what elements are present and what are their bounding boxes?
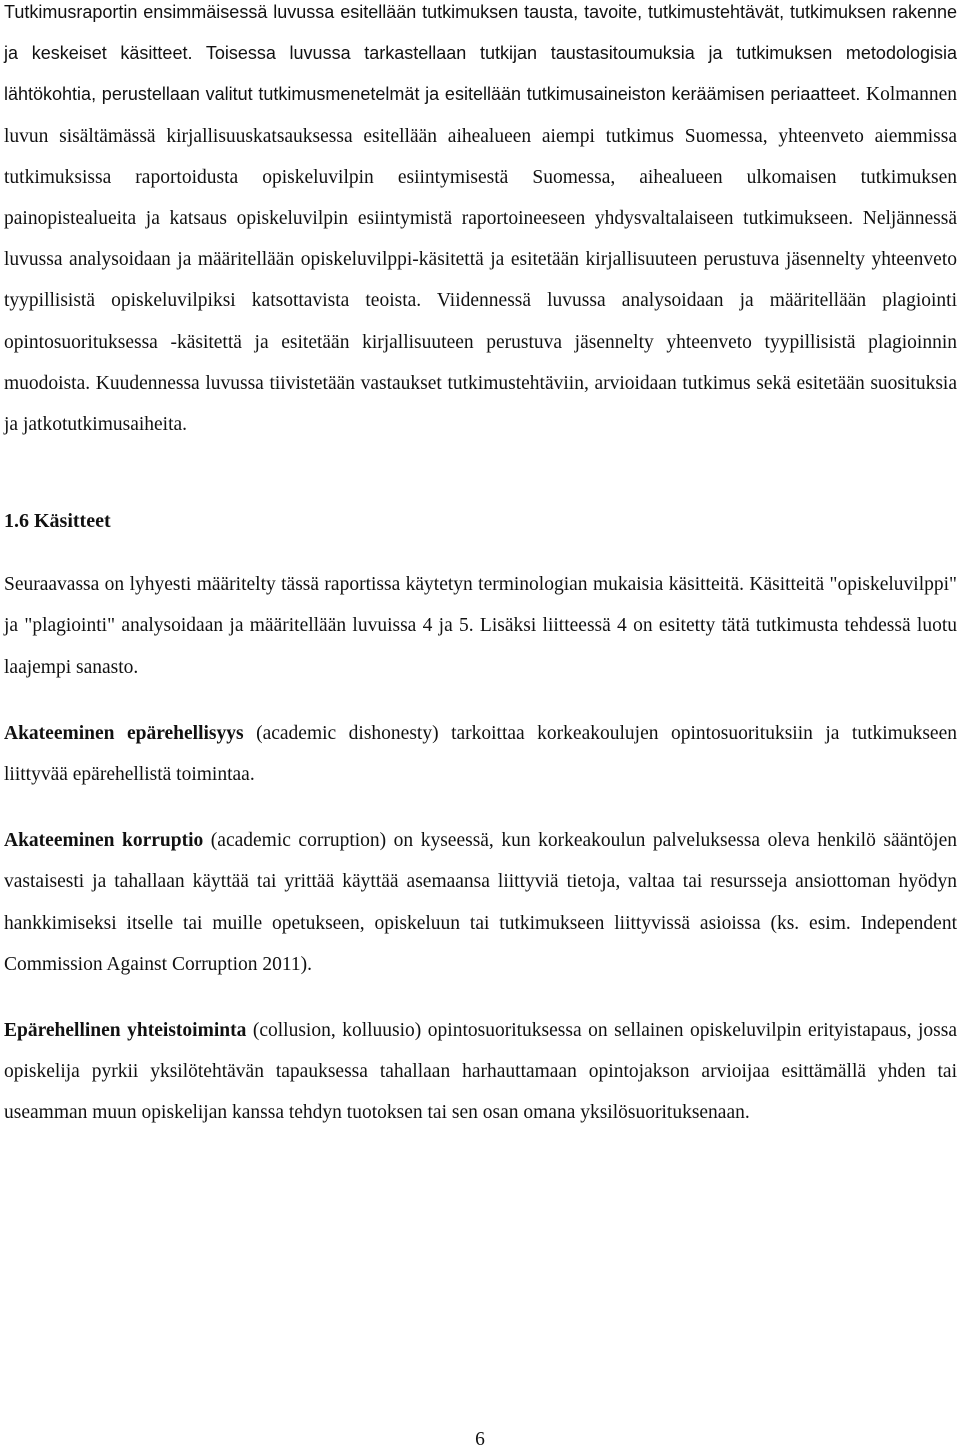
definition-text: (collusion, kolluusio) opintosuorituksessa on sellainen opiskeluvilpin erityistapaus, jossa opiskelija pyrkii yksilötehtävän tapauksessa tahallaan harhauttamaan opintojakson arvioijaa esittämällä yhden tai useamman muun opiskelijan kanssa tehdyn tuotoksen tai sen osan omana yksilösuorituksenaan. (4, 1020, 957, 1124)
definition-term: Akateeminen korruptio (4, 830, 204, 852)
definition-academic-corruption (4, 820, 957, 985)
definition-text: (academic dishonesty) tarkoittaa korkeakoulujen opintosuorituksiin ja tutkimukseen liittyvää epärehellistä toimintaa. (4, 722, 957, 786)
document-page (4, 0, 957, 1134)
intro-serif-text: Kolmannen luvun sisältämässä kirjallisuuskatsauksessa esitellään aihealueen aiempi tutkimus Suomessa, yhteenveto aiemmissa tutkimuksissa raportoidusta opiskeluvilpin esiintymisestä Suomessa, aihealueen ulkomaisen tutkimuksen painopistealueita ja katsaus opiskeluvilpin esiintymistä raportoineeseen yhdysvaltalaiseen tutkimukseen. Neljännessä luvussa analysoidaan ja määritellään opiskeluvilppi-käsitettä ja esitetään kirjallisuuteen perustuva jäsennelty yhteenveto tyypillisistä opiskeluvilpiksi katsottavista teoista. Viidennessä luvussa analysoidaan ja määritellään plagiointi opintosuorituksessa -käsitettä ja esitetään kirjallisuuteen perustuva jäsennelty yhteenveto tyypillisistä plagioinnin muodoista. Kuudennessa luvussa tiivistetään vastaukset tutkimustehtäviin, arvioidaan tutkimus sekä esitetään suosituksia ja jatkotutkimusaiheita. (4, 84, 957, 436)
definition-term: Epärehellinen yhteistoiminta (4, 1020, 247, 1042)
definition-academic-dishonesty (4, 713, 957, 795)
intro-sans-text: Tutkimusraportin ensimmäisessä luvussa esitellään tutkimuksen tausta, tavoite, tutkimustehtävät, tutkimuksen rakenne ja keskeiset käsitteet. Toisessa luvussa tarkastellaan tutkijan taustasitoumuksia ja tutkimuksen metodologisia lähtökohtia, perustellaan valitut tutkimusmenetelmät ja esitellään tutkimusaineiston keräämisen periaatteet. (4, 2, 957, 105)
section-heading: 1.6 Käsitteet (4, 510, 111, 533)
page-number: 6 (475, 1429, 485, 1450)
definition-collusion (4, 1010, 957, 1134)
intro-paragraph (4, 0, 957, 445)
definition-text: (academic corruption) on kyseessä, kun korkeakoulun palveluksessa oleva henkilö sääntöjen vastaisesti ja tahallaan käyttää tai yrittää käyttää asemaansa liittyviä tietoja, valtaa tai resursseja ansiottoman hyödyn hankkimiseksi itselle tai muille opetukseen, opiskeluun tai tutkimukseen liittyvissä asioissa (ks. esim. Independent Commission Against Corruption 2011). (4, 830, 958, 975)
definition-term: Akateeminen epärehellisyys (4, 722, 244, 744)
section-intro-paragraph: Seuraavassa on lyhyesti määritelty tässä raportissa käytetyn terminologian mukaisia käsitteitä. Käsitteitä "opiskeluvilppi" ja "plagiointi" analysoidaan ja määritellään luvuissa 4 ja 5. Lisäksi liitteessä 4 on esitetty tätä tutkimusta tehdessä luotu laajempi sanasto. (4, 574, 957, 678)
